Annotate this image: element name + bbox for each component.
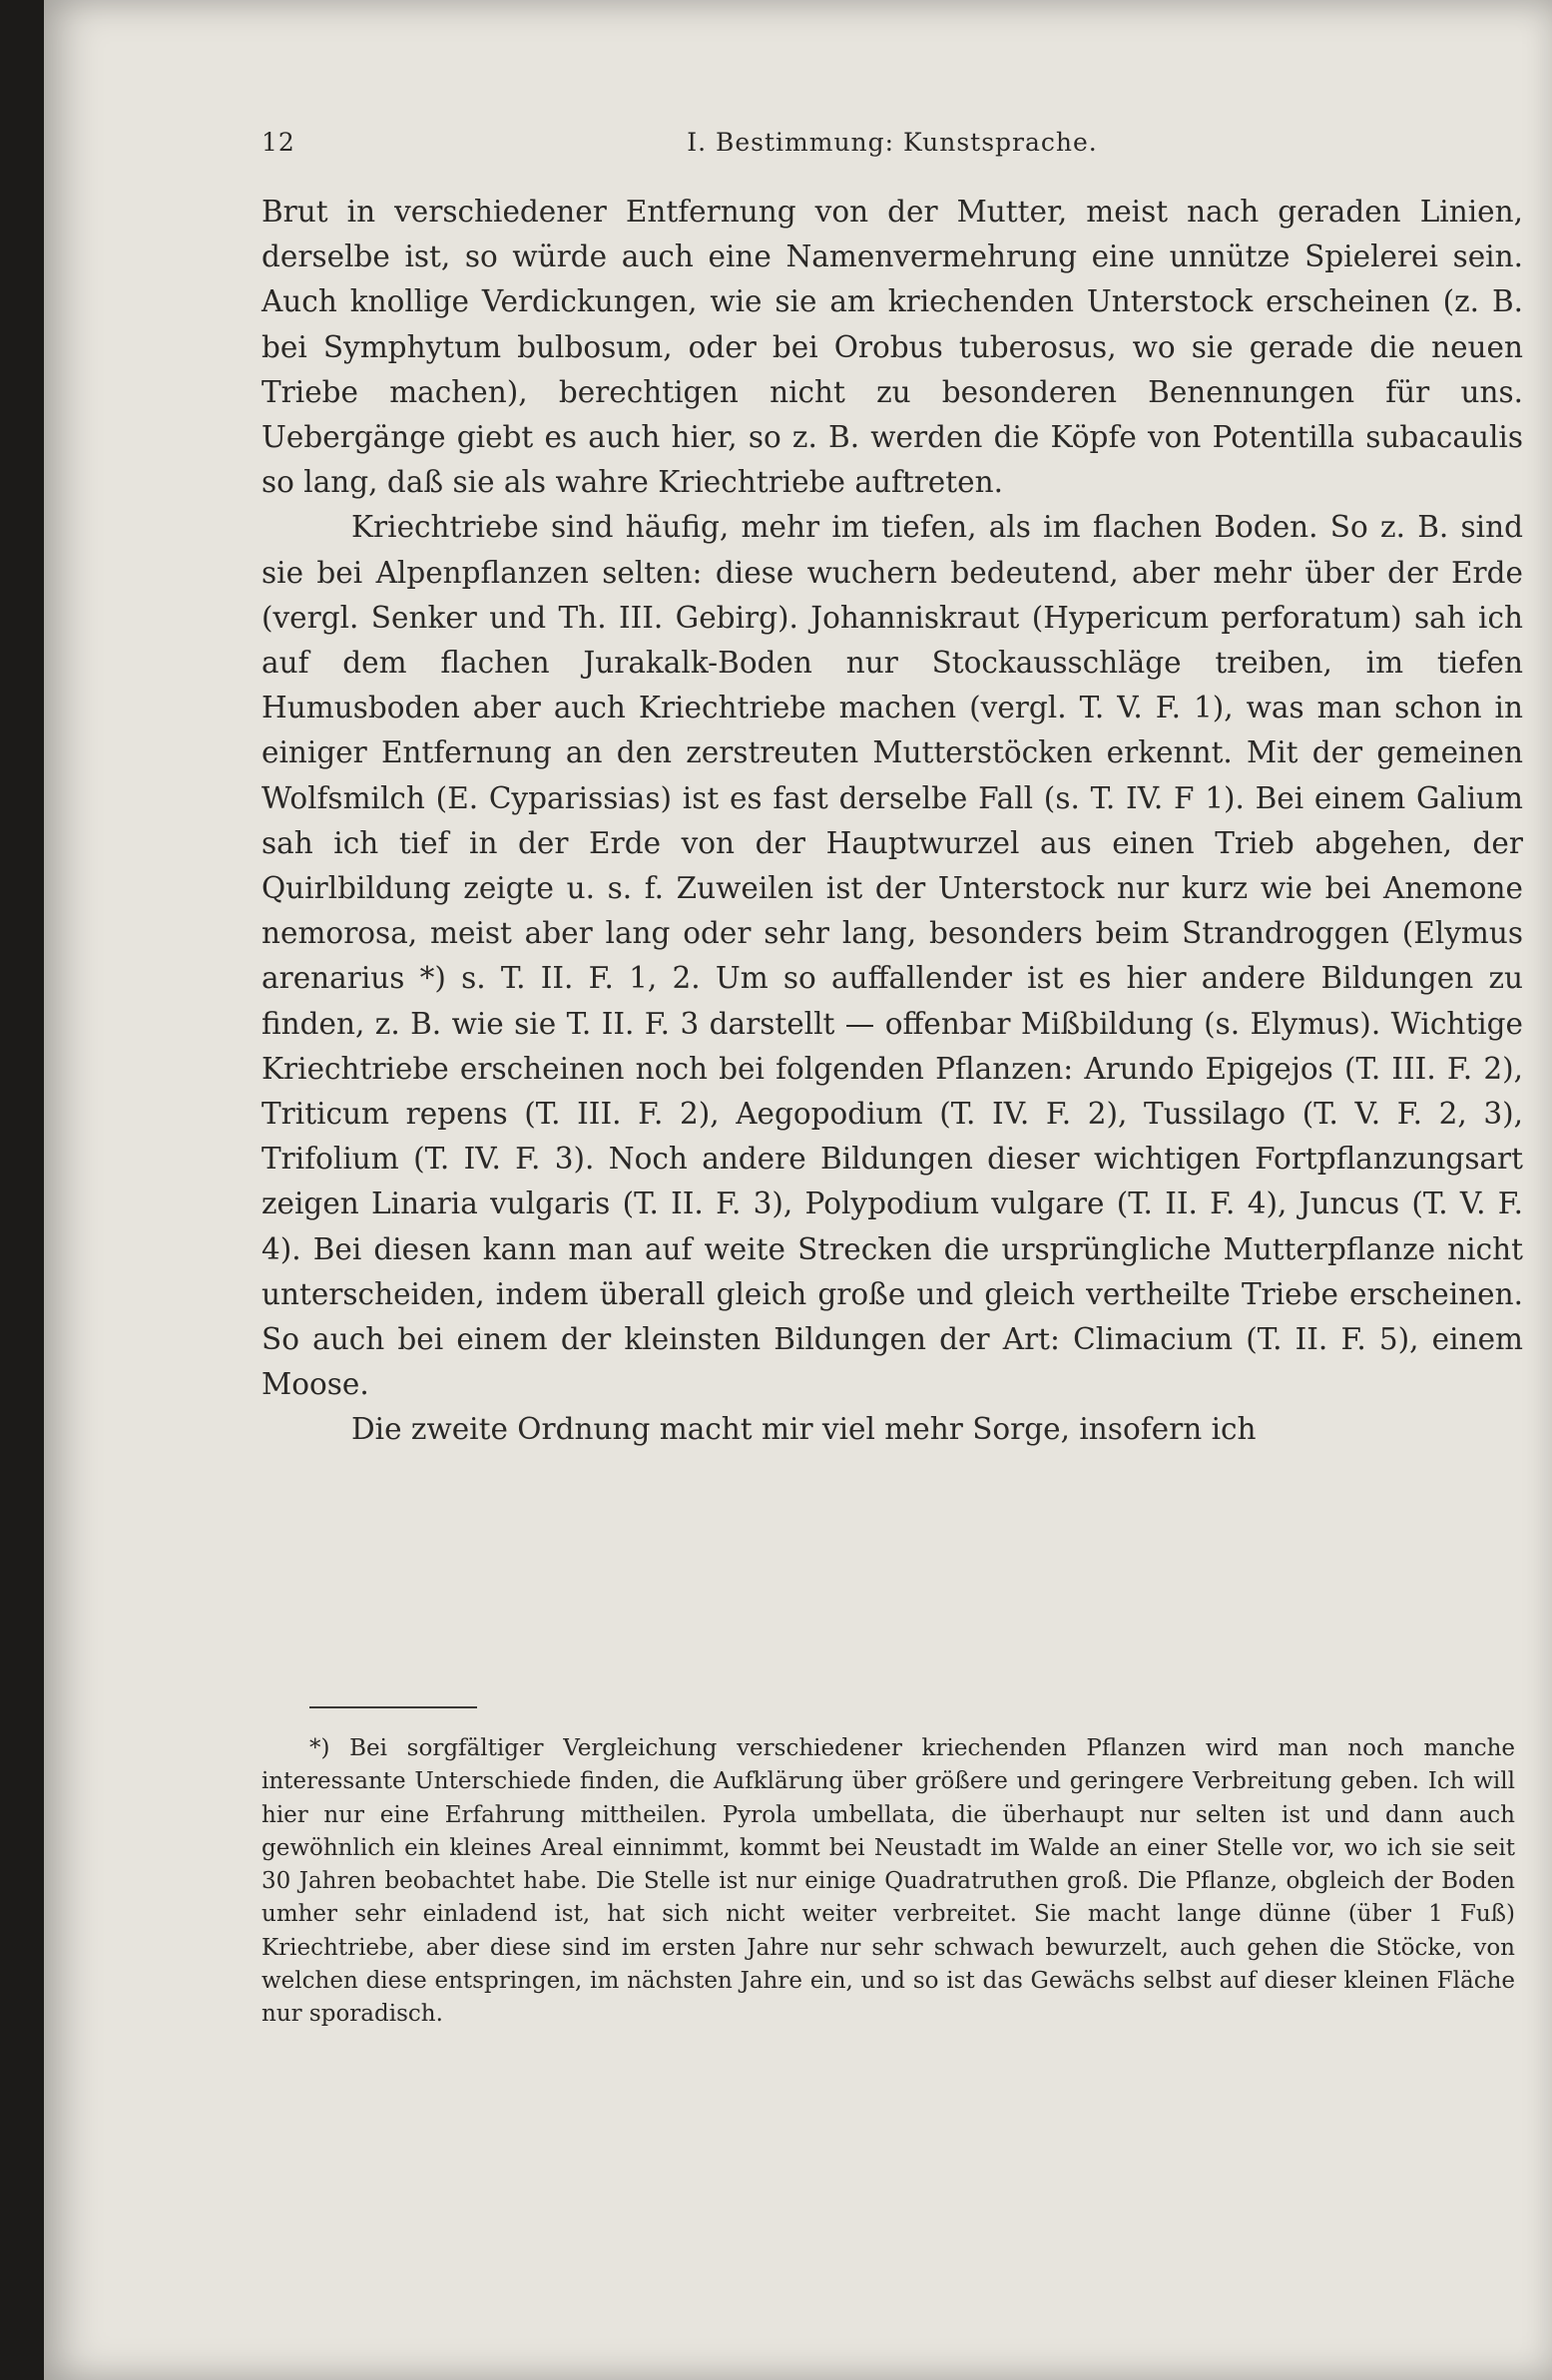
- footnote: [261, 1732, 1515, 2032]
- paragraph-zweite-ordnung: Die zweite Ordnung macht mir viel mehr Sorge, insofern ich: [351, 1412, 1257, 1447]
- page-number: 12: [261, 128, 295, 157]
- body-text: [261, 190, 1523, 1453]
- paragraph-kriechtriebe: Kriechtriebe sind häufig, mehr im tiefen, als im flachen Boden. So z. B. sind sie bei Alpenpflanzen selten: diese wuchern bedeutend, aber mehr über der Erde (vergl. Senker und Th. III. Gebirg). Johanniskraut (Hypericum perforatum) sah ich auf dem flachen Jurakalk-Boden nur Stockausschläge treiben, im tiefen Humusboden aber auch Kriechtriebe machen (vergl. T. V. F. 1), was man schon in einiger Entfernung an den zerstreuten Mutterstöcken erkennt. Mit der gemeinen Wolfsmilch (E. Cyparissias) ist es fast derselbe Fall (s. T. IV. F 1). Bei einem Galium sah ich tief in der Erde von der Hauptwurzel aus einen Trieb abgehen, der Quirlbildung zeigte u. s. f. Zuweilen ist der Unterstock nur kurz wie bei Anemone nemorosa, meist aber lang oder sehr lang, besonders beim Strandroggen (Elymus arenarius *) s. T. II. F. 1, 2. Um so auffallender ist es hier andere Bildungen zu finden, z. B. wie sie T. II. F. 3 darstellt — offenbar Mißbildung (s. Elymus). Wichtige Kriechtriebe erscheinen noch bei folgenden Pflanzen: Arundo Epigejos (T. III. F. 2), Triticum repens (T. III. F. 2), Aegopodium (T. IV. F. 2), Tussilago (T. V. F. 2, 3), Trifolium (T. IV. F. 3). Noch andere Bildungen dieser wichtigen Fortpflanzungsart zeigen Linaria vulgaris (T. II. F. 3), Polypodium vulgare (T. II. F. 4), Juncus (T. V. F. 4). Bei diesen kann man auf weite Strecken die ursprüngliche Mutterpflanze nicht unterscheiden, indem überall gleich große und gleich vertheilte Triebe erscheinen. So auch bei einem der kleinsten Bildungen der Art: Climacium (T. II. F. 5), einem Moose.: [261, 510, 1523, 1402]
- footnote-text: *) Bei sorgfältiger Vergleichung verschiedener kriechenden Pflanzen wird man noch manche interessante Unterschiede finden, die Aufklärung über größere und geringere Verbreitung geben. Ich will hier nur eine Erfahrung mittheilen. Pyrola umbellata, die überhaupt nur selten ist und dann auch gewöhnlich ein kleines Areal einnimmt, kommt bei Neustadt im Walde an einer Stelle vor, wo ich sie seit 30 Jahren beobachtet habe. Die Stelle ist nur einige Quadratruthen groß. Die Pflanze, obgleich der Boden umher sehr einladend ist, hat sich nicht weiter verbreitet. Sie macht lange dünne (über 1 Fuß) Kriechtriebe, aber diese sind im ersten Jahre nur sehr schwach bewurzelt, auch gehen die Stöcke, von welchen diese entspringen, im nächsten Jahre ein, und so ist das Gewächs selbst auf dieser kleinen Fläche nur sporadisch.: [261, 1735, 1515, 2028]
- page-header: [261, 128, 1523, 168]
- running-title: I. Bestimmung: Kunstsprache.: [687, 128, 1098, 157]
- footnote-rule: [309, 1706, 477, 1708]
- paragraph-brut: Brut in verschiedener Entfernung von der Mutter, meist nach geraden Linien, derselbe ist, so würde auch eine Namenvermehrung eine unnütze Spielerei sein. Auch knollige Verdickungen, wie sie am kriechenden Unterstock erscheinen (z. B. bei Symphytum bulbosum, oder bei Orobus tuberosus, wo sie gerade die neuen Triebe machen), berechtigen nicht zu besonderen Benennungen für uns. Uebergänge giebt es auch hier, so z. B. werden die Köpfe von Potentilla subacaulis so lang, daß sie als wahre Kriechtriebe auftreten.: [261, 195, 1523, 500]
- page-content: [261, 128, 1523, 2028]
- book-page: [44, 0, 1552, 2380]
